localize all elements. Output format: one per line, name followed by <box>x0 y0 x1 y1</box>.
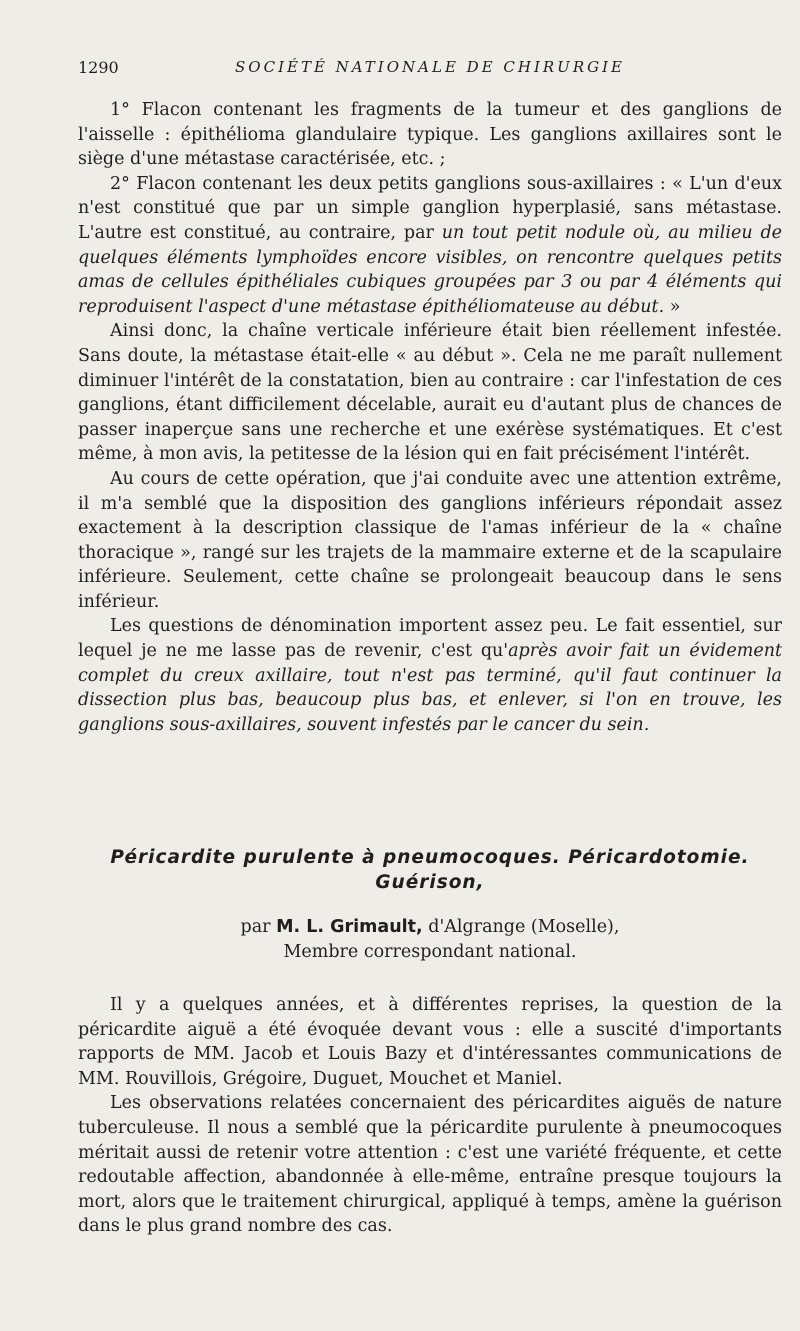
author-location: d'Algrange (Moselle), <box>422 917 620 937</box>
running-title: SOCIÉTÉ NATIONALE DE CHIRURGIE <box>235 58 625 76</box>
paragraph-questions <box>78 614 782 737</box>
author-line <box>78 915 782 940</box>
questions-text: Les questions de dénomination importent assez peu. Le fait essentiel, sur lequel je ne me lasse pas de revenir, c'est qu' <box>78 616 782 662</box>
questions-emphasis: après avoir fait un évidement complet du creux axillaire, tout n'est pas terminé, qu'il faut continuer la dissection plus bas, beaucoup plus bas, et enlever, si l'on en trouve, les ganglions sous-axillaires, souvent infestés par le cancer du sein. <box>78 641 782 735</box>
paragraph-observations: Les observations relatées concernaient des péricardites aiguës de nature tuberculeuse. Il nous a semblé que la péricardite purulente à pneumocoques méritait aussi de retenir votre attention : c'est une variété fréquente, et cette redoutable affection, abandonnée à elle-même, entraîne presque toujours la mort, alors que le traitement chirurgical, appliqué à temps, amène la guérison dans le plus grand nombre des cas. <box>78 1093 782 1237</box>
author-prefix: par <box>240 917 277 937</box>
paragraph-flacon-2 <box>78 172 782 320</box>
body-text-bottom <box>78 993 782 1239</box>
paragraph-flacon-1: 1° Flacon contenant les fragments de la tumeur et des ganglions de l'aisselle : épithélioma glandulaire typique. Les ganglions axillaires sont le siège d'une métastase caractérisée, etc. ; <box>78 100 782 170</box>
article-title: Péricardite purulente à pneumocoques. Péricardotomie. Guérison, <box>110 847 750 893</box>
paragraph-chaine: Ainsi donc, la chaîne verticale inférieure était bien réellement infestée. Sans doute, la métastase était-elle « au début ». Cela ne me paraît nullement diminuer l'intérêt de la constatation, bien au contraire : car l'infestation de ces ganglions, étant difficilement décelable, aurait eu d'autant plus de chances de passer inaperçue sans une recherche et une exérèse systématiques. Et c'est même, à mon avis, la petitesse de la lésion qui en fait précisément l'intérêt. <box>78 321 782 465</box>
author-name: M. L. Grimault, <box>276 917 423 937</box>
page-header <box>78 58 782 82</box>
body-text-top <box>78 98 782 737</box>
paragraph-intro: Il y a quelques années, et à différentes reprises, la question de la péricardite aiguë a été évoquée devant vous : elle a suscité d'importants rapports de MM. Jacob et Louis Bazy et d'intéressantes communications de MM. Rouvillois, Grégoire, Duguet, Mouchet et Maniel. <box>78 995 782 1089</box>
flacon-2-quote: un tout petit nodule où, au milieu de quelques éléments lymphoïdes encore visibles, on rencontre quelques petits amas de cellules épithéliales cubiques groupées par 3 ou par 4 éléments qui reproduisent l'aspect d'une métastase épithéliomateuse au début. <box>78 222 783 317</box>
author-role: Membre correspondant national. <box>283 942 577 962</box>
page-number: 1290 <box>78 58 119 77</box>
paragraph-operation: Au cours de cette opération, que j'ai conduite avec une attention extrême, il m'a semblé que la disposition des ganglions inférieurs répondait assez exactement à la description classique de l'amas inférieur de la « chaîne thoracique », rangé sur les trajets de la mammaire externe et de la scapulaire inférieure. Seulement, cette chaîne se prolongeait beaucoup dans le sens inférieur. <box>78 468 782 612</box>
flacon-2-close: » <box>664 296 681 317</box>
flacon-2-text: 2° Flacon contenant les deux petits ganglions sous-axillaires : « L'un d'eux n'est constitué que par un simple ganglion hyperplasié, sans métastase. L'autre est constitué, au contraire, par <box>78 173 782 243</box>
article-byline <box>78 915 782 965</box>
